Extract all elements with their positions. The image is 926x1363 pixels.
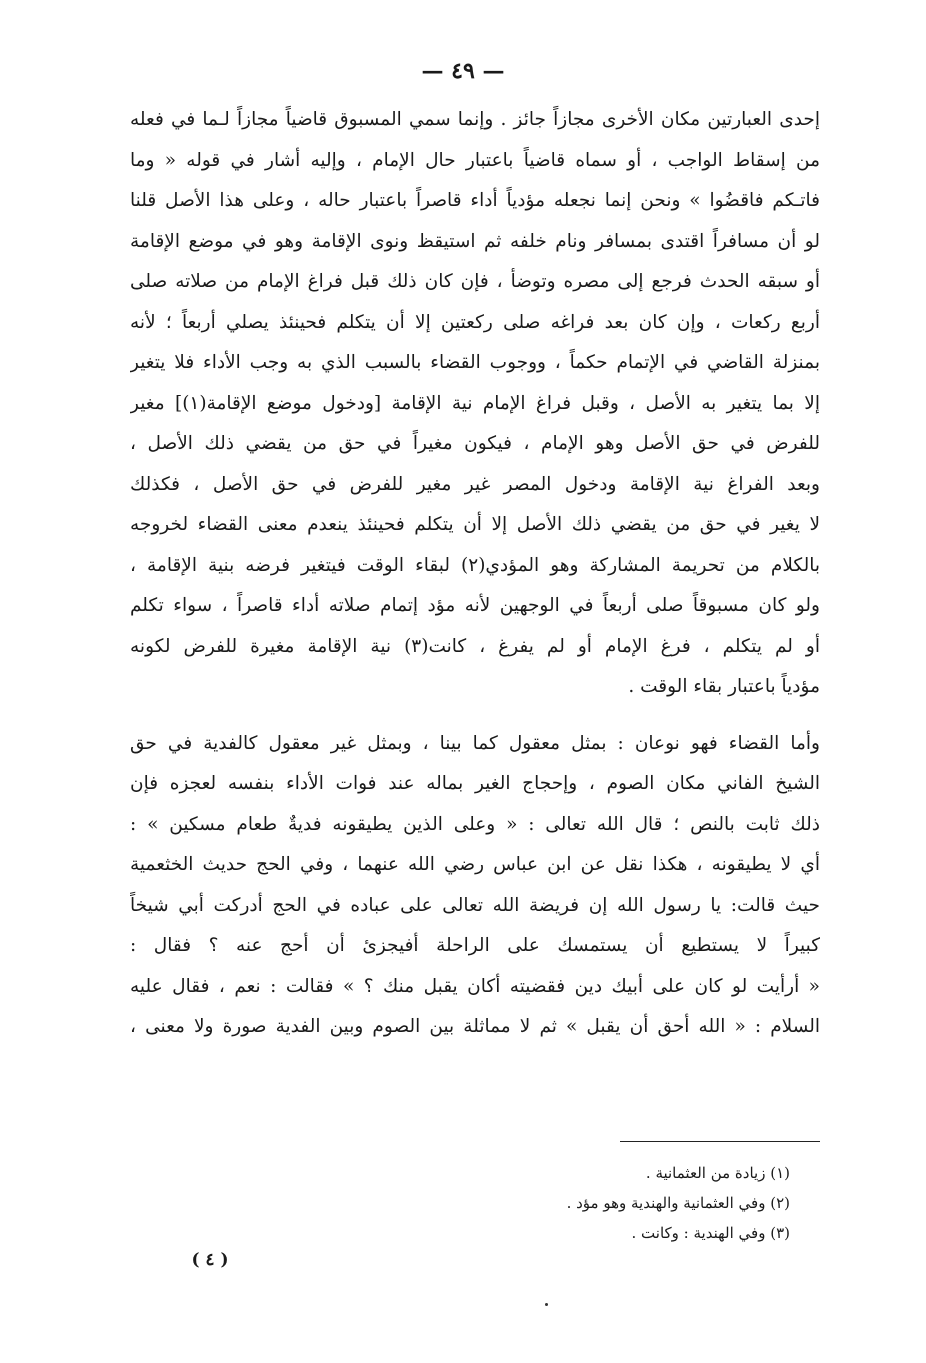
footnote-3: (٣) وفي الهندية : وكانت . [631,1224,790,1242]
text-line: أو سبقه الحدث فرجع إلى مصره وتوضأ ، فإن كان ذلك قبل فراغ الإمام من صلاته صلى [130,271,820,292]
text-line: حيث قالت: يا رسول الله إن فريضة الله تعالى على عباده في الحج أدركت أبي شيخاً [130,894,820,916]
main-text [130,100,820,1048]
footnotes [380,1158,790,1248]
text-line: أو لم يتكلم ، فرغ الإمام أو لم يفرغ ، كانت(٣) نية الإقامة مغيرة للفرض لكونه [130,635,820,657]
text-line: مؤدياً باعتبار بقاء الوقت . [628,676,820,697]
text-line: بالكلام من تحريمة المشاركة وهو المؤدي(٢) لبقاء الوقت فيتغير فرضه بنية الإقامة ، [130,554,820,576]
text-line: فاتـكم فاقضُوا » ونحن إنما نجعله مؤدياً أداء قاصراً باعتبار حاله ، وعلى هذا الأصل قلنا [130,190,820,211]
footnote-2: (٢) وفي العثمانية والهندية وهو مؤد . [566,1194,790,1212]
text-line: كبيراً لا يستطيع أن يستمسك على الراحلة أفيجزئ أن أحج عنه ؟ فقال : [130,935,820,956]
text-line: إحدى العبارتين مكان الأخرى مجازاً جائز . وإنما سمي المسبوق قاضياً مجازاً لـما في فعله [130,109,820,130]
text-line: الشيخ الفاني مكان الصوم ، وإحجاج الغير بماله عند فوات الأداء بنفسه لعجزه فإن [130,773,820,794]
footnote-1: (١) زيادة من العثمانية . [645,1164,790,1182]
footnote-divider [620,1141,820,1142]
text-line: بمنزلة القاضي في الإتمام حكماً ، ووجوب القضاء بالسبب الذي به وجب الأداء فلا يتغير [130,352,820,373]
paragraph-gap [130,708,820,724]
text-line: من إسقاط الواجب ، أو سماه قاضياً باعتبار حال الإمام ، وإليه أشار في قوله « وما [130,149,820,171]
text-line: السلام : « الله أحق أن يقبل » ثم لا مماثلة بين الصوم وبين الفدية صورة ولا معنى ، [130,1016,820,1037]
text-line: لا يغير في حق من يقضي ذلك الأصل إلا أن يتكلم فحينئذ ينعدم معنى القضاء لخروجه [130,514,820,535]
signature-mark: ( ٤ ) [191,1250,229,1270]
paragraph-2 [130,724,820,1048]
text-line: وأما القضاء فهو نوعان : بمثل معقول كما بينا ، وبمثل غير معقول كالفدية في حق [130,732,820,754]
text-line: للفرض في حق الأصل وهو الإمام ، فيكون مغيراً في حق من يقضي ذلك الأصل ، [130,433,820,454]
scan-speck [545,1303,548,1306]
text-line: ذلك ثابت بالنص ؛ قال الله تعالى : « وعلى الذين يطيقونه فديةٌ طعام مسكين » : [130,813,820,835]
text-line: إلا بما يتغير به الأصل ، وقبل فراغ الإمام نية الإقامة [ودخول موضع الإقامة(١)] مغير [130,392,820,414]
text-line: « أرأيت لو كان على أبيك دين فقضيته أكان يقبل منك ؟ » فقالت : نعم ، فقال عليه [130,975,820,997]
page-number: — ٤٩ — [421,58,505,84]
text-line: ولو كان مسبوقاً صلى أربعاً في الوجهين لأنه مؤد إتمام صلاته أداء قاصراً ، سواء تكلم [130,595,820,616]
text-line: وبعد الفراغ نية الإقامة ودخول المصر غير مغير للفرض في حق الأصل ، فكذلك [130,473,820,495]
text-line: أربع ركعات ، وإن كان بعد فراغه صلى ركعتين إلا أن يتكلم فحينئذ يصلي أربعاً ؛ لأنه [130,311,820,333]
paragraph-1 [130,100,820,708]
text-line: أي لا يطيقونه ، هكذا نقل عن ابن عباس رضي الله عنهما ، وفي الحج حديث الخثعمية [130,854,820,875]
text-line: لو أن مسافراً اقتدى بمسافر ونام خلفه ثم استيقظ ونوى الإقامة وهو في موضع الإقامة [130,230,820,252]
